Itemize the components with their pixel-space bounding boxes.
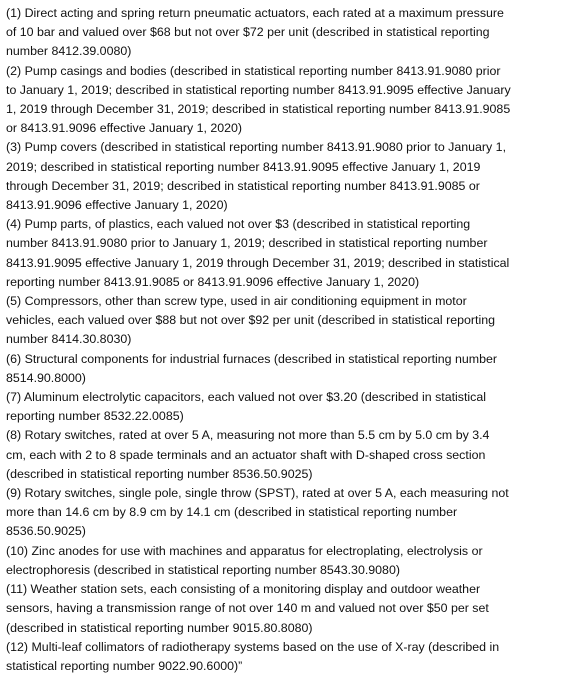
list-item (6, 638, 555, 676)
text-line: 8413.91.9096 effective January 1, 2020) (6, 198, 228, 213)
text-line: (5) Compressors, other than screw type, used in air conditioning equipment in motor (6, 294, 467, 309)
text-line: 1, 2019 through December 31, 2019; described in statistical reporting number 8413.91.9085 (6, 102, 511, 117)
text-line: 8514.90.8000) (6, 370, 86, 385)
text-line: reporting number 8532.22.0085) (6, 409, 184, 424)
list-item (6, 62, 555, 139)
text-line: (4) Pump parts, of plastics, each valued not over $3 (described in statistical reporting (6, 217, 471, 232)
list-item (6, 388, 555, 426)
text-line: (9) Rotary switches, single pole, single throw (SPST), rated at over 5 A, each measuring not (6, 486, 509, 501)
text-line: of 10 bar and valued over $68 but not over $72 per unit (described in statistical reporting (6, 25, 490, 40)
list-item (6, 542, 555, 580)
text-line: cm, each with 2 to 8 spade terminals and an actuator shaft with D-shaped cross section (6, 447, 486, 462)
list-item (6, 580, 555, 638)
text-line: sensors, having a transmission range of not over 140 m and valued not over $50 per set (6, 601, 489, 616)
text-line: vehicles, each valued over $88 but not over $92 per unit (described in statistical reporting (6, 313, 496, 328)
list-item (6, 138, 555, 215)
text-line: (described in statistical reporting number 8536.50.9025) (6, 466, 313, 481)
list-item (6, 350, 555, 388)
text-line: (3) Pump covers (described in statistical reporting number 8413.91.9080 prior to January 1, (6, 140, 507, 155)
text-line: 8536.50.9025) (6, 524, 86, 539)
text-line: (6) Structural components for industrial furnaces (described in statistical reporting number (6, 351, 498, 366)
text-line: number 8413.91.9080 prior to January 1, 2019; described in statistical reporting number (6, 236, 488, 251)
text-line: 2019; described in statistical reporting number 8413.91.9095 effective January 1, 2019 (6, 159, 481, 174)
text-line: (11) Weather station sets, each consisting of a monitoring display and outdoor weather (6, 582, 481, 597)
list-item (6, 215, 555, 292)
list-item (6, 484, 555, 542)
text-line: electrophoresis (described in statistical reporting number 8543.30.9080) (6, 562, 400, 577)
text-line: to January 1, 2019; described in statistical reporting number 8413.91.9095 effective January (6, 82, 511, 97)
text-line: 8413.91.9095 effective January 1, 2019 through December 31, 2019; described in statistical (6, 255, 510, 270)
text-line: or 8413.91.9096 effective January 1, 2020) (6, 121, 243, 136)
text-line: (8) Rotary switches, rated at over 5 A, measuring not more than 5.5 cm by 5.0 cm by 3.4 (6, 428, 490, 443)
text-line: (described in statistical reporting number 9015.80.8080) (6, 620, 313, 635)
text-line: reporting number 8413.91.9085 or 8413.91.9096 effective January 1, 2020) (6, 274, 420, 289)
text-line: through December 31, 2019; described in statistical reporting number 8413.91.9085 or (6, 178, 480, 193)
item-list (6, 4, 555, 676)
text-line: (2) Pump casings and bodies (described in statistical reporting number 8413.91.9080 prior (6, 63, 501, 78)
text-line: more than 14.6 cm by 8.9 cm by 14.1 cm (described in statistical reporting number (6, 505, 458, 520)
text-line: (7) Aluminum electrolytic capacitors, each valued not over $3.20 (described in statistical (6, 390, 487, 405)
text-line: (1) Direct acting and spring return pneumatic actuators, each rated at a maximum pressure (6, 6, 504, 20)
text-line: statistical reporting number 9022.90.6000)” (6, 658, 243, 673)
text-line: number 8412.39.0080) (6, 44, 132, 59)
list-item (6, 426, 555, 484)
text-line: number 8414.30.8030) (6, 332, 132, 347)
text-line: (10) Zinc anodes for use with machines and apparatus for electroplating, electrolysis or (6, 543, 483, 558)
list-item (6, 292, 555, 350)
text-line: (12) Multi-leaf collimators of radiotherapy systems based on the use of X-ray (described in (6, 639, 500, 654)
list-item (6, 4, 555, 62)
